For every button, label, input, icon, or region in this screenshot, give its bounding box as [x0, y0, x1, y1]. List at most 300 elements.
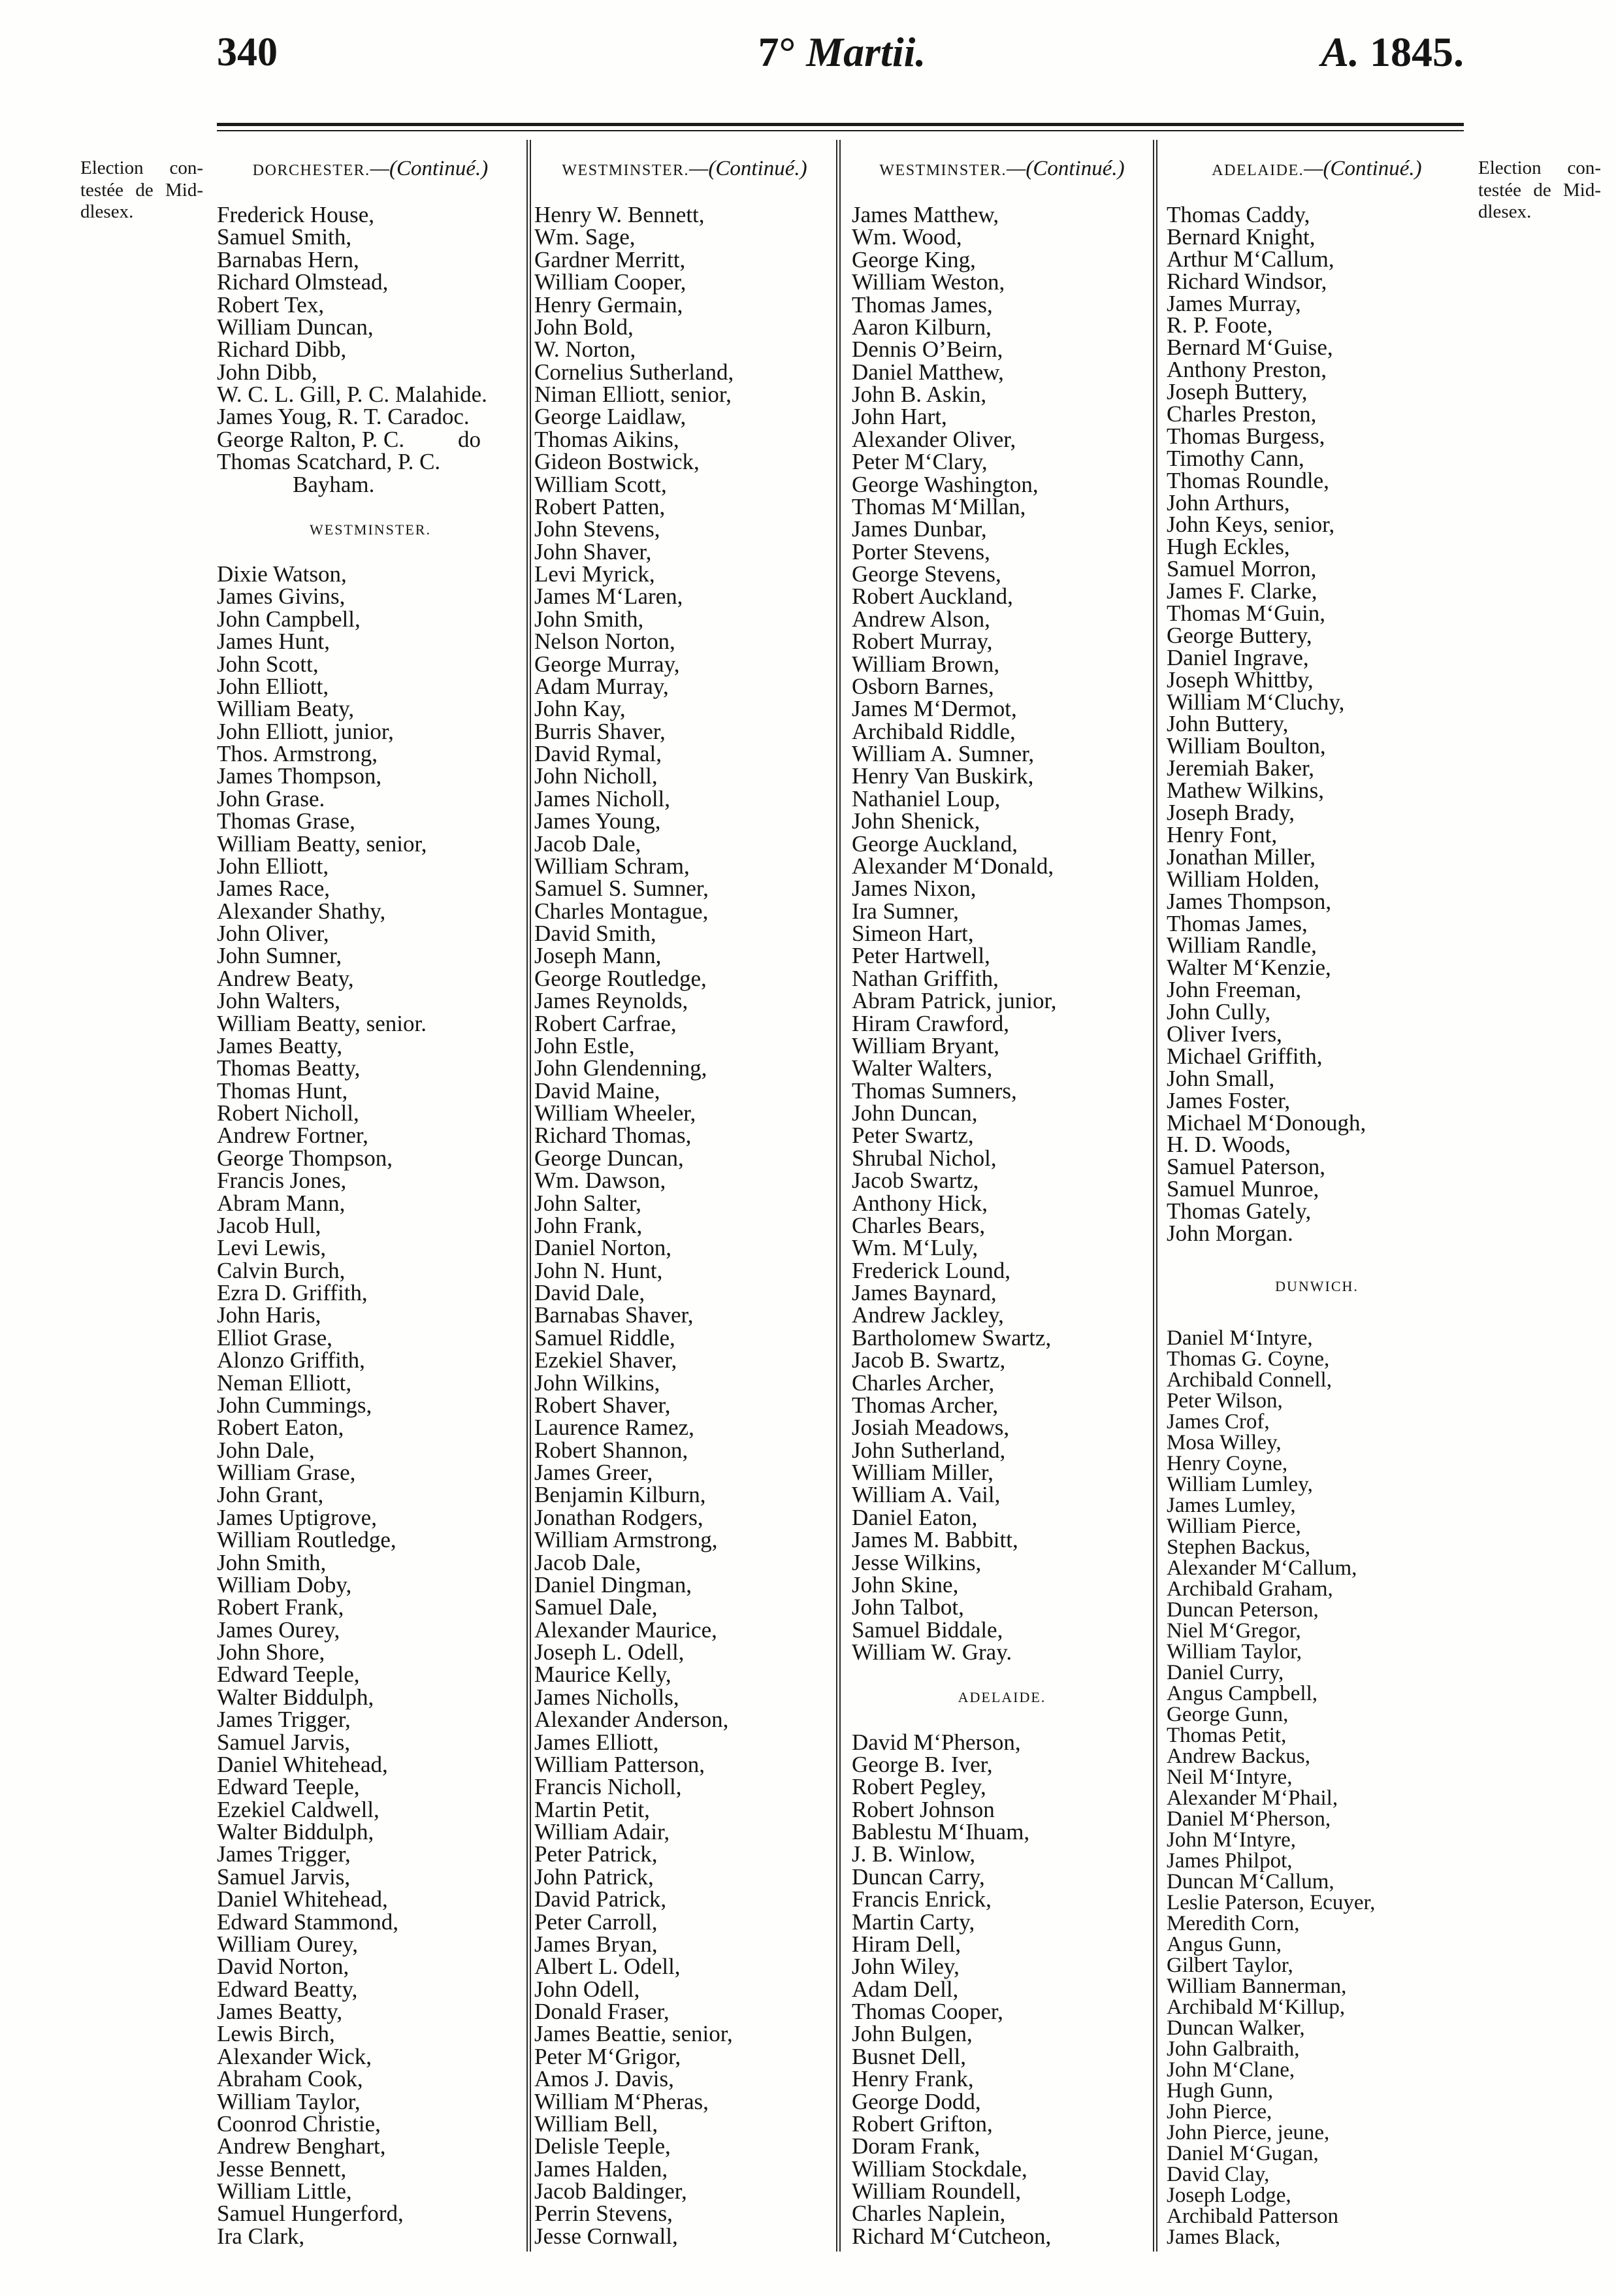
- name-text: Busnet Dell,: [852, 2043, 966, 2069]
- name-text: Archibald Connell,: [1167, 1368, 1332, 1392]
- name-text: John Campbell,: [217, 606, 361, 632]
- name-text: James Thompson,: [217, 763, 382, 789]
- name-entry: [534, 1821, 835, 1843]
- name-text: George Gunn,: [1167, 1702, 1289, 1726]
- name-text: Bablestu M‘Ihuam,: [852, 1819, 1030, 1845]
- name-text: William Boulton,: [1167, 733, 1326, 759]
- name-entry: [534, 1439, 835, 1462]
- name-entry: [1167, 846, 1467, 868]
- name-text: Thomas Hunt,: [217, 1077, 348, 1104]
- name-text: Thomas Roundle,: [1167, 467, 1329, 493]
- name-text: John Salter,: [534, 1190, 641, 1216]
- name-text: Neman Elliott,: [217, 1369, 352, 1396]
- column-continued: —(Continué.): [689, 157, 807, 180]
- name-text: Levi Myrick,: [534, 561, 655, 587]
- name-text: Alexander Oliver,: [852, 426, 1016, 452]
- name-entry: [217, 1349, 524, 1371]
- name-text: John Skine,: [852, 1571, 959, 1598]
- year-value: 1845.: [1370, 29, 1464, 75]
- margin-note-line: testée de Mid-: [80, 179, 203, 201]
- name-entry: [217, 1124, 524, 1147]
- name-entry: [534, 1057, 835, 1079]
- name-text: Ira Sumner,: [852, 898, 959, 924]
- name-text: Walter M‘Kenzie,: [1167, 955, 1331, 981]
- name-text: Adam Dell,: [852, 1976, 959, 2002]
- name-text: Abram Patrick, junior,: [852, 988, 1057, 1014]
- name-entry: [1167, 1767, 1467, 1788]
- name-text: Frederick Lound,: [852, 1257, 1010, 1283]
- name-entry: [1167, 1516, 1467, 1537]
- name-entry: [852, 1504, 1152, 1530]
- name-entry: [217, 1237, 524, 1259]
- name-text: John Elliott,: [217, 853, 329, 879]
- name-text: William Lumley,: [1167, 1472, 1313, 1496]
- column-continued: —(Continué.): [1007, 157, 1125, 180]
- name-text: William Stockdale,: [852, 2156, 1027, 2182]
- name-text: George King,: [852, 246, 976, 272]
- name-entry: [217, 855, 524, 877]
- name-entry: [1167, 248, 1467, 271]
- name-text: James Crof,: [1167, 1409, 1270, 1434]
- name-text: James M‘Laren,: [534, 583, 683, 610]
- name-entry: [852, 316, 1152, 338]
- date-month: Martii.: [806, 29, 926, 75]
- name-entry: [217, 965, 524, 991]
- name-entry: [217, 877, 524, 900]
- name-text: Daniel M‘Gugan,: [1167, 2141, 1319, 2165]
- name-entry: [534, 673, 835, 699]
- name-entry: [534, 1282, 835, 1304]
- name-text: James Bryan,: [534, 1931, 658, 1957]
- name-text: Albert L. Odell,: [534, 1954, 681, 1980]
- ditto-mark: do: [458, 426, 481, 452]
- name-entry: [852, 1821, 1152, 1843]
- name-text: Hiram Crawford,: [852, 1010, 1010, 1036]
- name-text: George Auckland,: [852, 830, 1018, 857]
- name-text: Thos. Armstrong,: [217, 741, 378, 766]
- name-text: John Galbraith,: [1167, 2037, 1300, 2061]
- name-entry: [534, 1664, 835, 1686]
- name-text: William Taylor,: [1167, 1639, 1302, 1664]
- name-text: Richard Thomas,: [534, 1123, 692, 1149]
- name-entry: [217, 2110, 524, 2137]
- name-text: Andrew Backus,: [1167, 1744, 1310, 1768]
- name-entry: [217, 1529, 524, 1551]
- name-entry: [852, 1304, 1152, 1326]
- name-text: James Thompson,: [1167, 888, 1332, 914]
- name-text: Jacob Swartz,: [852, 1168, 979, 1194]
- name-entry: [1167, 2039, 1467, 2059]
- name-entry: [534, 538, 835, 565]
- name-entry: [217, 563, 524, 585]
- name-entry: [217, 1709, 524, 1731]
- name-entry: [852, 1417, 1152, 1439]
- name-list: [852, 204, 1152, 2248]
- name-text: William Wheeler,: [534, 1100, 696, 1126]
- name-text: William M‘Cluchy,: [1167, 689, 1345, 715]
- name-text: Maurice Kelly,: [534, 1662, 671, 1688]
- name-entry: [217, 810, 524, 832]
- column-continued: —(Continué.): [1304, 157, 1422, 180]
- name-text: James Beattie, senior,: [534, 2021, 733, 2047]
- name-entry: [534, 1796, 835, 1822]
- name-text: John Dale,: [217, 1437, 315, 1463]
- name-entry: [852, 1731, 1152, 1754]
- name-text: John Smith,: [534, 606, 644, 632]
- name-text: Thomas M‘Guin,: [1167, 600, 1326, 627]
- name-entry: [1167, 1746, 1467, 1767]
- name-text: Angus Campbell,: [1167, 1681, 1317, 1705]
- name-entry: [534, 718, 835, 744]
- name-text: Bartholomew Swartz,: [852, 1324, 1052, 1351]
- name-entry: [852, 631, 1152, 653]
- name-text: John Haris,: [217, 1302, 321, 1328]
- name-entry: [852, 1796, 1152, 1822]
- name-text: Alexander Shathy,: [217, 898, 386, 924]
- name-entry: [1167, 467, 1467, 493]
- name-entry: [217, 291, 524, 318]
- name-text: James Youg, R. T. Caradoc.: [217, 404, 470, 430]
- name-text: William Armstrong,: [534, 1527, 718, 1553]
- name-text: Robert Murray,: [852, 629, 993, 655]
- name-entry: [534, 877, 835, 900]
- name-text: Daniel Ingrave,: [1167, 644, 1309, 670]
- section-westminster: [534, 204, 835, 2248]
- name-entry: [852, 2158, 1152, 2180]
- name-entry: [217, 338, 524, 361]
- section-adelaide: [1167, 204, 1467, 1245]
- name-text: John Wilkins,: [534, 1369, 660, 1396]
- name-text: James Philpot,: [1167, 1848, 1293, 1873]
- name-entry: [852, 1077, 1152, 1104]
- name-text: Daniel M‘Pherson,: [1167, 1807, 1331, 1831]
- name-text: Mathew Wilkins,: [1167, 778, 1324, 804]
- name-entry: [217, 1641, 524, 1664]
- name-text: Doram Frank,: [852, 2133, 980, 2159]
- name-entry: [534, 2068, 835, 2090]
- name-entry: [852, 990, 1152, 1012]
- column-header: [1167, 154, 1467, 183]
- name-text: Charles Naplein,: [852, 2201, 1006, 2227]
- name-entry: [1167, 666, 1467, 693]
- name-text: John Sumner,: [217, 943, 342, 969]
- column-district: WESTMINSTER.: [562, 162, 690, 179]
- name-entry: [1167, 1222, 1467, 1245]
- name-text: Richard Dibb,: [217, 336, 347, 363]
- name-entry: [217, 1776, 524, 1798]
- name-text: Daniel Matthew,: [852, 359, 1004, 385]
- name-entry: [217, 1686, 524, 1709]
- name-entry: [534, 1686, 835, 1709]
- name-text: Jacob Dale,: [534, 1549, 641, 1575]
- name-entry: [1167, 957, 1467, 979]
- name-entry: [217, 2135, 524, 2157]
- name-text: Levi Lewis,: [217, 1235, 327, 1261]
- name-entry: [1167, 1134, 1467, 1156]
- name-entry: [1167, 821, 1467, 847]
- name-text: Thomas G. Coyne,: [1167, 1347, 1330, 1371]
- name-text: Neil M‘Intyre,: [1167, 1765, 1293, 1789]
- name-text: Leslie Paterson, Ecuyer,: [1167, 1890, 1376, 1914]
- name-entry: [1167, 536, 1467, 558]
- name-entry: [852, 2088, 1152, 2114]
- name-entry: [1167, 1683, 1467, 1704]
- name-entry: [852, 426, 1152, 452]
- name-entry: [852, 810, 1152, 832]
- name-text: William Routledge,: [217, 1527, 396, 1553]
- name-text: James Baynard,: [852, 1280, 997, 1305]
- name-entry: [852, 1324, 1152, 1351]
- name-entry: [1167, 2018, 1467, 2039]
- name-entry: [217, 2180, 524, 2203]
- name-entry: [534, 1911, 835, 1933]
- name-entry: [534, 451, 835, 473]
- name-text: John Stevens,: [534, 516, 660, 542]
- name-text: Samuel Biddale,: [852, 1616, 1003, 1643]
- name-text: Samuel Hungerford,: [217, 2201, 404, 2227]
- name-entry: [852, 2068, 1152, 2090]
- name-text: Robert Nicholl,: [217, 1100, 359, 1126]
- name-entry: [1167, 381, 1467, 403]
- name-list: [534, 204, 835, 2248]
- name-entry: [1167, 1432, 1467, 1453]
- name-entry: [534, 2225, 835, 2248]
- name-entry: [852, 1212, 1152, 1238]
- name-text: J. B. Winlow,: [852, 1841, 976, 1867]
- name-text: David Maine,: [534, 1077, 660, 1104]
- name-text: Samuel Smith,: [217, 224, 352, 250]
- margin-note-line: Election con-: [80, 157, 203, 178]
- name-entry: [852, 1192, 1152, 1215]
- name-text: Thomas Grase,: [217, 808, 355, 834]
- name-text: Robert Eaton,: [217, 1415, 344, 1441]
- name-text: Thomas Scatchard, P. C.: [217, 449, 441, 475]
- name-entry: [534, 2203, 835, 2225]
- name-text: James Matthew,: [852, 202, 999, 227]
- name-entry: [534, 945, 835, 967]
- name-text: Laurence Ramez,: [534, 1415, 694, 1441]
- column-rule: [530, 140, 531, 2252]
- name-entry: [1167, 1178, 1467, 1200]
- name-entry: [1167, 888, 1467, 914]
- name-text: James Nicholl,: [534, 785, 671, 812]
- name-entry: [1167, 735, 1467, 757]
- name-text: John Odell,: [534, 1976, 640, 2002]
- name-text: William Grase,: [217, 1460, 356, 1485]
- name-text: David Smith,: [534, 921, 656, 946]
- name-entry: [534, 2158, 835, 2180]
- name-text: H. D. Woods,: [1167, 1132, 1291, 1158]
- name-text: Adam Murray,: [534, 673, 669, 699]
- name-text: Benjamin Kilburn,: [534, 1482, 706, 1508]
- name-entry: [1167, 1892, 1467, 1913]
- name-text: Andrew Benghart,: [217, 2133, 386, 2159]
- name-entry: [534, 1257, 835, 1283]
- name-text: James Givins,: [217, 583, 346, 610]
- name-entry: [852, 338, 1152, 361]
- name-text: James Murray,: [1167, 290, 1301, 316]
- name-entry: [217, 204, 524, 226]
- name-entry: [534, 1956, 835, 1978]
- name-entry: [1167, 1558, 1467, 1579]
- section-westminster: [217, 496, 524, 2248]
- name-text: Peter Carroll,: [534, 1909, 658, 1935]
- name-text: Jonathan Rodgers,: [534, 1504, 703, 1530]
- name-text: Alexander M‘Phail,: [1167, 1786, 1338, 1810]
- name-text: Frederick House,: [217, 202, 375, 227]
- name-entry: [1167, 1495, 1467, 1516]
- name-text: Amos J. Davis,: [534, 2066, 674, 2092]
- name-text: James M‘Dermot,: [852, 696, 1017, 722]
- name-entry: [852, 471, 1152, 497]
- name-text: James Race,: [217, 876, 330, 902]
- name-text: John Smith,: [217, 1549, 327, 1575]
- name-text: John Morgan.: [1167, 1220, 1293, 1246]
- name-text: Bayham.: [293, 471, 375, 497]
- name-entry: [217, 384, 524, 406]
- name-text: Josiah Meadows,: [852, 1415, 1010, 1441]
- name-entry: [217, 2088, 524, 2114]
- name-text: Elliot Grase,: [217, 1324, 332, 1351]
- name-text: William Adair,: [534, 1819, 670, 1845]
- name-entry: [534, 291, 835, 318]
- name-entry: [852, 493, 1152, 519]
- name-text: Delisle Teeple,: [534, 2133, 671, 2159]
- name-text: W. C. L. Gill, P. C. Malahide.: [217, 382, 487, 407]
- name-text: Edward Stammond,: [217, 1909, 399, 1935]
- name-text: Richard M‘Cutcheon,: [852, 2223, 1052, 2249]
- name-text: William Weston,: [852, 269, 1005, 295]
- name-text: Jonathan Miller,: [1167, 844, 1316, 870]
- name-entry: [534, 246, 835, 272]
- name-entry: [217, 1484, 524, 1506]
- name-text: George Stevens,: [852, 561, 1001, 587]
- name-text: William Cooper,: [534, 269, 687, 295]
- name-entry: [852, 406, 1152, 428]
- column-header: [217, 154, 524, 183]
- name-entry: [852, 1529, 1152, 1551]
- name-entry: [534, 1616, 835, 1643]
- name-text: William M‘Pheras,: [534, 2088, 709, 2114]
- name-text: Wm. Wood,: [852, 224, 962, 250]
- name-text: Thomas M‘Millan,: [852, 493, 1026, 519]
- name-text: Robert Patten,: [534, 493, 666, 519]
- name-entry: [534, 204, 835, 226]
- name-text: John N. Hunt,: [534, 1257, 663, 1283]
- name-entry: [217, 765, 524, 787]
- name-text: R. P. Foote,: [1167, 312, 1273, 338]
- name-text: Daniel Whitehead,: [217, 1751, 388, 1777]
- name-text: Shrubal Nichol,: [852, 1145, 997, 1171]
- name-entry: [217, 1596, 524, 1618]
- name-text: John Pierce,: [1167, 2099, 1272, 2124]
- column-header: [534, 154, 835, 183]
- name-text: Donald Fraser,: [534, 1999, 670, 2024]
- name-text: George B. Iver,: [852, 1751, 993, 1777]
- name-text: James Beatty,: [217, 1032, 343, 1058]
- name-text: Michael Griffith,: [1167, 1043, 1323, 1069]
- name-text: Duncan Peterson,: [1167, 1598, 1319, 1622]
- name-entry: [1167, 979, 1467, 1001]
- name-entry: [217, 1257, 524, 1283]
- name-text: John Duncan,: [852, 1100, 978, 1126]
- name-entry: [852, 2203, 1152, 2225]
- name-text: Joseph Brady,: [1167, 800, 1295, 826]
- name-entry: [534, 2110, 835, 2137]
- name-text: Henry Germain,: [534, 291, 683, 318]
- name-text: John Small,: [1167, 1065, 1275, 1091]
- name-entry: [217, 718, 524, 744]
- name-text: John Keys, senior,: [1167, 512, 1335, 538]
- name-text: John Shaver,: [534, 538, 652, 565]
- name-text: James Trigger,: [217, 1707, 351, 1733]
- name-text: James Nixon,: [852, 876, 977, 902]
- name-entry: [852, 877, 1152, 900]
- name-text: Cornelius Sutherland,: [534, 359, 734, 385]
- section-dunwich: [1167, 1245, 1467, 2248]
- name-text: John B. Askin,: [852, 382, 987, 407]
- name-text: Alexander Wick,: [217, 2043, 372, 2069]
- name-text: Coonrod Christie,: [217, 2110, 381, 2137]
- name-text: John Shore,: [217, 1639, 325, 1665]
- name-entry: [534, 1596, 835, 1618]
- name-entry: [852, 830, 1152, 857]
- name-text: John Elliott, junior,: [217, 718, 394, 744]
- name-entry: [1167, 1023, 1467, 1045]
- name-entry: [852, 1549, 1152, 1575]
- name-text: Thomas James,: [1167, 910, 1308, 936]
- name-text: James F. Clarke,: [1167, 578, 1317, 604]
- name-entry: [217, 673, 524, 699]
- name-entry: [1167, 558, 1467, 580]
- name-entry: [217, 2023, 524, 2045]
- name-entry: [534, 1504, 835, 1530]
- name-text: Thomas Cooper,: [852, 1999, 1003, 2024]
- name-text: Wm. M‘Luly,: [852, 1235, 978, 1261]
- name-text: William A. Sumner,: [852, 741, 1035, 766]
- name-entry: [534, 1549, 835, 1575]
- name-entry: [1167, 1934, 1467, 1955]
- name-entry: [1167, 2080, 1467, 2101]
- name-entry: [1167, 1913, 1467, 1934]
- section-adelaide: [852, 1664, 1152, 2248]
- name-entry: [1167, 713, 1467, 735]
- margin-note-left: [80, 157, 203, 223]
- name-entry: [217, 1192, 524, 1215]
- name-entry: [534, 2023, 835, 2045]
- name-entry: [1167, 2227, 1467, 2248]
- column-1: [217, 0, 524, 2296]
- name-entry: [852, 1010, 1152, 1036]
- name-entry: [534, 1124, 835, 1147]
- name-entry: [852, 1369, 1152, 1396]
- name-text: Jacob Baldinger,: [534, 2178, 687, 2204]
- name-text: Duncan Carry,: [852, 1863, 985, 1890]
- name-entry: [852, 1124, 1152, 1147]
- name-entry: [852, 361, 1152, 384]
- name-entry: [852, 965, 1152, 991]
- name-entry: [1167, 868, 1467, 891]
- name-text: Walter Walters,: [852, 1055, 993, 1081]
- name-entry: [534, 965, 835, 991]
- name-text: Thomas Gately,: [1167, 1198, 1312, 1224]
- name-text: John Glendenning,: [534, 1055, 707, 1081]
- name-text: Hugh Gunn,: [1167, 2078, 1274, 2103]
- name-entry: [217, 406, 524, 428]
- name-text: John Dibb,: [217, 359, 317, 385]
- name-entry: [852, 1484, 1152, 1506]
- name-entry: [1167, 1997, 1467, 2018]
